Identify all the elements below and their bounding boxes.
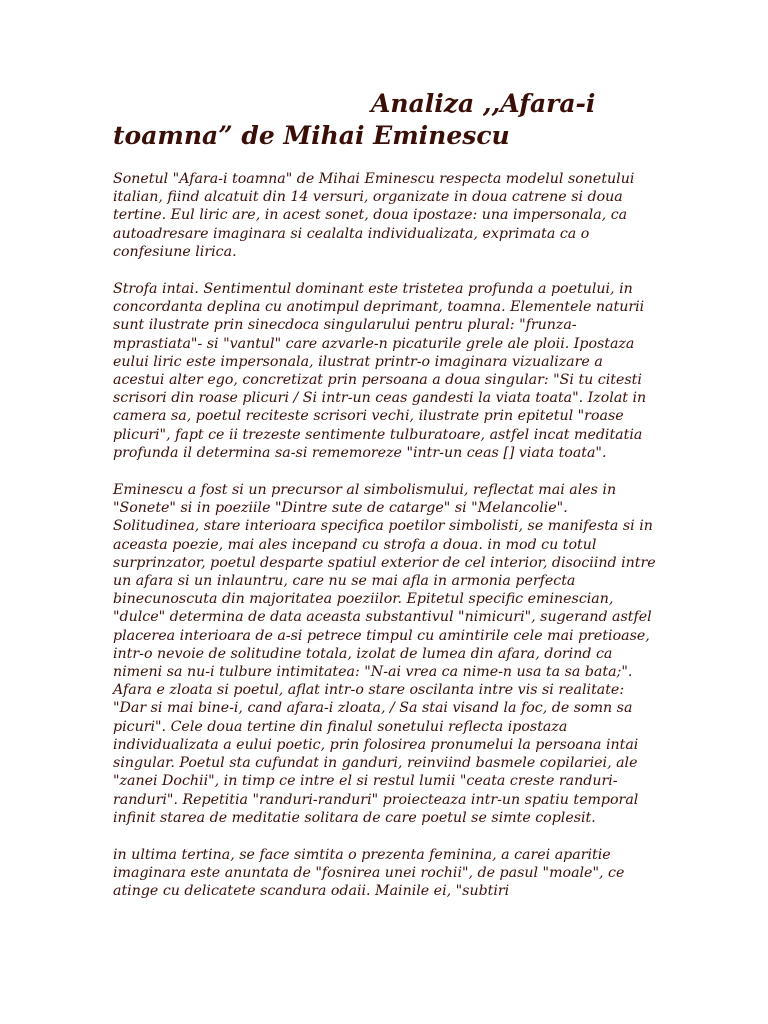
title-line-1: Analiza ,,Afara-i	[371, 89, 596, 118]
paragraph-last-tercet: in ultima tertina, se face simtita o prezenta feminina, a carei aparitie imaginara este anuntata de "fosnirea unei rochii", de pasul "moale", ce atinge cu delicatete scandura odaii. Mainile ei, "subtiri	[113, 846, 625, 900]
paragraph-first-strophe: Strofa intai. Sentimentul dominant este tristetea profunda a poetului, in concordanta deplina cu anotimpul deprimant, toamna. Elementele naturii sunt ilustrate prin sinecdoca singularului pentru plural: "frunza-mprastiata"- si "vantul" care azvarle-n picaturile grele ale ploii. Ipostaza eului liric este impersonala, ilustrat printr-o imaginara vizualizare a acestui alter ego, concretizat prin persoana a doua singular: "Si tu citesti scrisori din roase plicuri / Si intr-un ceas gandesti la viata toata". Izolat in camera sa, poetul reciteste scrisori vechi, ilustrate prin epitetul "roase plicuri", fapt ce ii trezeste sentimente tulburatoare, astfel incat meditatia profunda il determina sa-si rememoreze "intr-un ceas [] viata toata".	[113, 281, 647, 461]
document-body	[113, 88, 658, 920]
document-title	[113, 88, 658, 152]
paragraph-intro: Sonetul "Afara-i toamna" de Mihai Eminescu respecta modelul sonetului italian, fiind alcatuit din 14 versuri, organizate in doua catrene si doua tertine. Eul liric are, in acest sonet, doua ipostaze: una impersonala, ca autoadresare imaginara si cealalta individualizata, exprimata ca o confesiune lirica.	[113, 171, 635, 260]
title-line-2: toamna” de Mihai Eminescu	[113, 121, 510, 150]
paragraph-symbolism: Eminescu a fost si un precursor al simbolismului, reflectat mai ales in "Sonete" si in poeziile "Dintre sute de catarge" si "Melancolie". Solitudinea, stare interioara specifica poetilor simbolisti, se manifesta si in aceasta poezie, mai ales incepand cu strofa a doua. in mod cu totul surprinzator, poetul desparte spatiul exterior de cel interior, disociind intre un afara si un inlauntru, care nu se mai afla in armonia perfecta binecunoscuta din majoritatea poeziilor. Epitetul specific eminescian, "dulce" determina de data aceasta substantivul "nimicuri", sugerand astfel placerea interioara de a-si petrece timpul cu amintirile cele mai pretioase, intr-o nevoie de solitudine totala, izolat de lumea din afara, dorind ca nimeni sa nu-i tulbure intimitatea: "N-ai vrea ca nime-n usa ta sa bata;". Afara e zloata si poetul, aflat intr-o stare oscilanta intre vis si realitate: "Dar si mai bine-i, cand afara-i zloata, / Sa stai visand la foc, de somn sa picuri". Cele doua tertine din finalul sonetului reflecta ipostaza individualizata a eului poetic, prin folosirea pronumelui la persoana intai singular. Poetul sta cufundat in ganduri, reinviind basmele copilariei, ale "zanei Dochii", in timp ce intre el si restul lumii "ceata creste randuri-randuri". Repetitia "randuri-randuri" proiecteaza intr-un spatiu temporal infinit starea de meditatie solitara de care poetul se simte coplesit.	[113, 482, 656, 826]
